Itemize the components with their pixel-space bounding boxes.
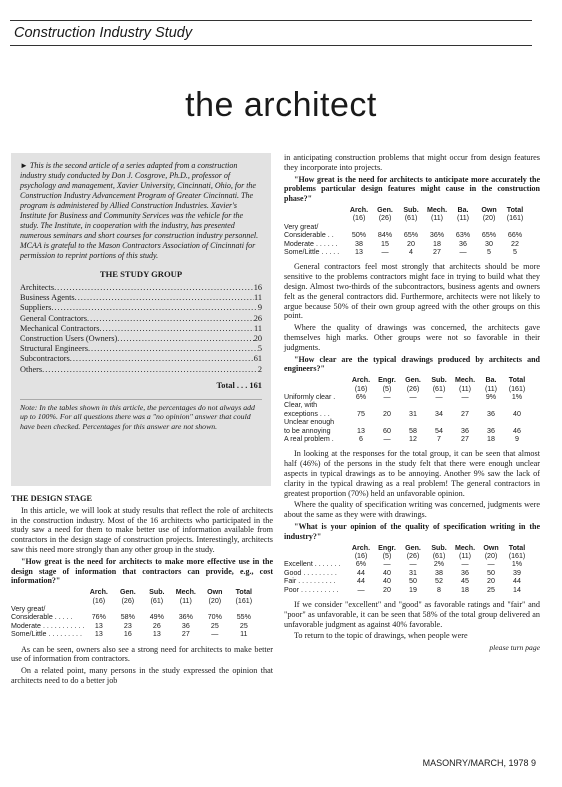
study-group-count: 5	[257, 344, 262, 354]
table-row	[284, 560, 530, 568]
table-cell: 26	[152, 621, 161, 630]
table-cell: 23	[123, 621, 132, 630]
table-cell: 13	[355, 248, 363, 257]
table-cell: 36	[487, 426, 495, 435]
table-count: (11)	[430, 214, 444, 223]
table-cell	[348, 418, 374, 426]
study-group-row	[20, 293, 262, 303]
table-cell: 44	[357, 577, 365, 586]
table-column-header: Gen.	[405, 376, 421, 385]
leader-dots	[117, 334, 253, 344]
table-cell: —	[357, 585, 365, 594]
table-cell: 49%	[149, 613, 164, 622]
table-cell: 65%	[481, 231, 497, 240]
table-cell: 38	[355, 239, 363, 248]
table-cell: 5	[513, 248, 517, 257]
table-row-label: exceptions . . .	[284, 409, 330, 418]
table-cell: 13	[152, 630, 161, 639]
right-column	[284, 153, 540, 653]
table-cell: —	[381, 248, 389, 257]
study-group-count: 9	[257, 303, 262, 313]
paragraph: In this article, we will look at study results that reflect the role of architects in the construction industry. Most of the 16 architects who participated in the study saw a need for them to make better use of information available from contractors in the design stage of construction projects. Interestingly, architects saw this need more strongly than any other group in the study.	[11, 505, 273, 554]
table-column-header: Total	[508, 376, 526, 385]
table-column-header: Gen.	[119, 588, 136, 597]
section-header: Construction Industry Study	[14, 25, 193, 41]
table-cell: 27	[181, 630, 190, 639]
table-count: (5)	[382, 552, 392, 561]
table-cell: 19	[409, 585, 417, 594]
table-column-header: Arch.	[89, 588, 108, 597]
paragraph: If we consider "excellent" and "good" as favorable ratings and "fair" and "poor" as unfavorable, it can be seen that 58% of the total group delivered an unfavorable judgment as against 40% favorable.	[284, 600, 540, 629]
table-cell: 9%	[485, 393, 497, 401]
survey-table-2	[284, 206, 528, 256]
study-group-row	[20, 334, 262, 344]
table-count: (16)	[354, 552, 368, 561]
table-cell: 40	[383, 577, 391, 586]
table-count: (5)	[382, 384, 392, 393]
table-cell: 1%	[511, 560, 523, 569]
table-row-label: Excellent . . . . . . .	[284, 560, 341, 569]
table-cell: —	[459, 248, 467, 257]
table-row	[11, 630, 258, 638]
table-cell: 76%	[91, 613, 106, 622]
table-cell: 55%	[236, 613, 251, 622]
table-cell	[374, 418, 400, 426]
study-group-label: Others	[20, 364, 43, 374]
table-cell	[400, 418, 426, 426]
table-count: (16)	[352, 214, 366, 223]
study-group-label: Business Agents	[20, 293, 75, 303]
table-group-label: Very great/	[284, 222, 319, 231]
table-cell: 20	[487, 577, 495, 586]
table-cell: 25	[210, 621, 219, 630]
leader-dots	[54, 283, 254, 293]
table-cell: 16	[123, 630, 132, 639]
table-cell: 18	[433, 239, 441, 248]
table-cell: 36	[459, 239, 467, 248]
table-cell: —	[435, 393, 443, 401]
table-row	[284, 231, 528, 239]
table-cell: 44	[513, 577, 521, 586]
table-cell: 31	[409, 568, 417, 577]
leader-dots	[42, 365, 258, 375]
table-cell: 36%	[429, 231, 445, 240]
table-count: (61)	[432, 552, 446, 561]
leader-dots	[70, 354, 254, 364]
table-cell: 14	[513, 585, 521, 594]
table-row-label: Considerable . .	[284, 231, 334, 240]
table-cell: 6	[359, 435, 363, 444]
table-cell: 30	[485, 239, 493, 248]
table-count: (61)	[404, 214, 418, 223]
continued-note: please turn page	[489, 643, 540, 653]
table-row-label: Uniformly clear .	[284, 393, 336, 401]
table-cell: 13	[357, 426, 365, 435]
table-row	[11, 613, 258, 621]
table-count: (11)	[484, 384, 498, 393]
table-row	[284, 435, 530, 443]
table-cell	[426, 401, 452, 409]
table-row-label: Unclear enough	[284, 418, 335, 427]
table-cell: 36	[461, 426, 469, 435]
leader-dots	[88, 344, 258, 354]
study-group-title: THE STUDY GROUP	[99, 269, 183, 279]
study-group-row	[20, 354, 262, 364]
table-cell: 84%	[377, 231, 393, 240]
table-cell: 13	[94, 630, 103, 639]
survey-table-4	[284, 544, 530, 594]
table-row	[284, 577, 530, 585]
table-cell	[374, 401, 400, 409]
table-cell: —	[409, 560, 417, 569]
table-count: (16)	[354, 384, 368, 393]
study-group-label: Structural Engineers	[20, 344, 88, 354]
paragraph: General contractors feel most strongly that architects should be more sensitive to the problems contractors might face in trying to build what they design. Almost two-thirds of the subcontractors, business agents and owners felt as the general contractors did. Furthermore, architects were not likely to argue because 50% of their own group agreed with the other groups on this point.	[284, 262, 540, 321]
table-cell	[504, 418, 530, 426]
study-group-label: Construction Users (Owners)	[20, 334, 118, 344]
table-cell: 25	[239, 621, 248, 630]
table-column-header: Own	[207, 588, 223, 597]
table-cell: —	[461, 393, 469, 401]
table-row	[284, 427, 530, 435]
table-cell: 60	[383, 426, 391, 435]
table-row-label: Clear, with	[284, 401, 318, 410]
table-cell: 31	[409, 409, 417, 418]
table-cell: —	[461, 560, 469, 569]
table-cell: 36	[487, 409, 495, 418]
survey-table-3	[284, 376, 530, 443]
table-column-header: Own	[483, 543, 499, 552]
table-cell: 20	[383, 409, 391, 418]
table-cell: 36%	[178, 613, 193, 622]
table-row	[11, 622, 258, 630]
table-cell: 27	[461, 435, 469, 444]
study-group-count: 26	[253, 313, 262, 323]
study-group-count: 11	[254, 293, 262, 303]
survey-table-1	[11, 588, 258, 638]
study-group-label: Architects	[20, 283, 55, 292]
table-column-header: Sub.	[149, 588, 165, 597]
table-row	[284, 240, 528, 248]
table-cell: —	[487, 560, 495, 569]
table-cell: 20	[383, 585, 391, 594]
table-cell: 34	[435, 409, 443, 418]
table-cell	[478, 401, 504, 409]
table-cell: 63%	[455, 231, 471, 240]
table-cell: 9	[515, 435, 519, 444]
table-row-label: Some/Little . . . . .	[284, 248, 340, 257]
table-cell: 15	[381, 239, 389, 248]
intro-sidebar	[11, 153, 271, 486]
table-cell: 75	[357, 409, 365, 418]
article-title: the architect	[185, 86, 377, 124]
table-cell	[452, 401, 478, 409]
question-3: "How clear are the typical drawings produced by architects and engineers?"	[284, 354, 540, 374]
table-cell: 70%	[207, 613, 222, 622]
leader-dots	[87, 314, 254, 324]
table-row-label: Moderate . . . . . . . . . . .	[11, 621, 85, 630]
table-count: (11)	[179, 596, 192, 605]
study-group-count: 61	[253, 354, 262, 364]
page-footer: MASONRY/MARCH, 1978 9	[422, 758, 536, 768]
table-row-label: Some/Little . . . . . . . . .	[11, 630, 82, 639]
study-group-label: Suppliers	[20, 303, 52, 313]
table-column-header: Mech.	[454, 376, 476, 385]
study-group-count: 20	[253, 334, 262, 344]
table-cell: —	[409, 393, 417, 401]
table-cell	[478, 418, 504, 426]
table-column-header: Mech.	[175, 588, 196, 597]
study-group-row	[20, 324, 262, 334]
table-count: (26)	[121, 596, 135, 605]
table-count: (20)	[482, 214, 496, 223]
paragraph: As can be seen, owners also see a strong need for architects to make better use of information from contractors.	[11, 644, 273, 664]
table-cell	[348, 401, 374, 409]
intro-text: ► This is the second article of a series adapted from a construction industry study conducted by Don J. Cosgrove, Ph.D., professor of psychology and management, Xavier University, Cincinnati, Ohio, for the Construction Industry Advancement Program of Greater Cincinnati. The program is administered by Allied Construction Industries. Xavier's Institute for Business and Community Services was the vehicle for the study. The Institute, in cooperation with the industry, has presented numerous seminars and short courses for construction industry personnel. MCAA is grateful to the Mason Contractors Association of Cincinnati for permission to reprint portions of this study.	[20, 161, 259, 260]
table-cell: 1%	[511, 393, 523, 401]
table-cell: 8	[437, 585, 441, 594]
paragraph: To return to the topic of drawings, when people were	[294, 631, 468, 641]
leader-dots	[51, 303, 257, 313]
study-group-label: Mechanical Contractors	[20, 323, 100, 333]
table-cell: 40	[383, 568, 391, 577]
table-row	[284, 586, 530, 594]
table-cell: 58	[409, 426, 417, 435]
table-column-header: Engr.	[378, 543, 396, 552]
table-row-label: A real problem .	[284, 435, 334, 444]
table-row	[284, 393, 530, 401]
table-cell	[504, 401, 530, 409]
table-note: Note: In the tables shown in this article, the percentages do not always add up to 100%. For all questions there was a "no opinion" answer that could have been checked. Percentages for this answer are not shown.	[20, 399, 262, 432]
study-group-label: Subcontractors	[20, 354, 70, 364]
table-cell: 39	[513, 568, 521, 577]
question-2: "How great is the need for architects to anticipate more accurately the problems particular design features might cause in the construction phase?"	[284, 174, 540, 204]
table-column-header: Arch.	[349, 205, 369, 214]
study-group-count: 16	[253, 283, 262, 292]
study-group-row	[20, 365, 262, 375]
table-count: (20)	[208, 596, 222, 605]
table-count: (26)	[378, 214, 392, 223]
table-cell: 7	[437, 435, 441, 444]
table-row	[284, 248, 528, 256]
table-cell: 36	[461, 568, 469, 577]
paragraph: In looking at the responses for the total group, it can be seen that almost half (46%) of the persons in the study felt that there were enough unclear aspects in typical drawings as to be annoying. Another 9% saw the lack of clarity in the typical drawing as a real problem! The general contractors in greatest proportion (70%) held an unfavorable opinion.	[284, 449, 540, 498]
table-column-header: Gen.	[405, 543, 421, 552]
table-column-header: Ba.	[485, 376, 497, 385]
paragraph: On a related point, many persons in the study expressed the opinion that architects need to do a better job	[11, 666, 273, 685]
table-count: (11)	[458, 552, 472, 561]
table-column-header: Sub.	[431, 376, 447, 385]
table-cell: 5	[487, 248, 491, 257]
table-row-label: Good . . . . . . . . .	[284, 568, 337, 577]
table-cell: 6%	[355, 560, 367, 569]
table-column-header: Mech.	[426, 205, 448, 214]
table-cell: 13	[94, 621, 103, 630]
table-column-header: Arch.	[351, 543, 371, 552]
paragraph: in anticipating construction problems that might occur from design features they incorporate into projects.	[284, 153, 540, 172]
table-count: (26)	[406, 552, 420, 561]
table-column-header: Own	[481, 205, 497, 214]
table-count: (161)	[508, 552, 526, 561]
table-cell: 46	[513, 426, 521, 435]
table-count: (61)	[432, 384, 446, 393]
table-cell: 22	[511, 239, 519, 248]
paragraph: Where the quality of drawings was concerned, the architects gave themselves high marks. Other groups were not so favorable in their judgments.	[284, 323, 540, 352]
table-count: (16)	[92, 596, 106, 605]
table-cell: 18	[461, 585, 469, 594]
table-cell	[426, 418, 452, 426]
table-cell: 58%	[120, 613, 135, 622]
table-count: (161)	[506, 214, 524, 223]
table-count: (20)	[484, 552, 498, 561]
table-row	[284, 401, 530, 409]
header-rule-top	[10, 20, 532, 21]
question-4: "What is your opinion of the quality of specification writing in the industry?"	[284, 522, 540, 541]
table-cell: 25	[487, 585, 495, 594]
table-cell: 36	[181, 621, 190, 630]
table-cell: 12	[409, 435, 417, 444]
table-column-header: Engr.	[378, 376, 396, 385]
table-cell: 45	[461, 577, 469, 586]
table-row	[284, 418, 530, 426]
table-row-label: Considerable . . . . .	[11, 613, 73, 622]
table-cell: 27	[433, 248, 441, 257]
table-cell: 27	[461, 409, 469, 418]
study-group-row	[20, 283, 262, 293]
table-column-header: Total	[506, 205, 524, 214]
study-group-row	[20, 344, 262, 354]
study-group-count: 2	[257, 364, 262, 374]
table-cell	[400, 401, 426, 409]
table-cell: 4	[409, 248, 413, 257]
table-row	[284, 569, 530, 577]
table-cell: 20	[407, 239, 415, 248]
table-row-label: Poor . . . . . . . . . .	[284, 585, 339, 594]
table-cell: —	[383, 560, 391, 569]
left-column	[11, 490, 273, 688]
paragraph: Where the quality of specification writing was concerned, judgments were about the same as they were with drawings.	[284, 500, 540, 520]
table-column-header: Ba.	[457, 205, 469, 214]
study-group-label: General Contractors	[20, 313, 88, 323]
table-cell: 11	[240, 630, 248, 639]
table-cell: —	[383, 393, 391, 401]
table-count: (26)	[406, 384, 420, 393]
leader-dots	[75, 293, 254, 303]
table-cell: 6%	[355, 393, 367, 401]
table-cell: 38	[435, 568, 443, 577]
table-cell: 50	[409, 577, 417, 586]
table-cell: —	[383, 435, 391, 444]
leader-dots	[99, 324, 254, 334]
table-column-header: Total	[508, 543, 526, 552]
table-column-header: Mech.	[454, 543, 476, 552]
table-row-label: to be annoying	[284, 426, 331, 435]
study-group-row	[20, 314, 262, 324]
table-count: (161)	[235, 596, 253, 605]
study-group-total: Total . . . 161	[216, 380, 262, 390]
table-column-header: Total	[235, 588, 253, 597]
table-cell: 50%	[351, 231, 367, 240]
table-row	[284, 410, 530, 418]
table-cell: 54	[435, 426, 443, 435]
table-column-header: Gen.	[377, 205, 393, 214]
table-column-header: Sub.	[431, 543, 447, 552]
table-column-header: Arch.	[351, 376, 371, 385]
question-1: "How great is the need for architects to make more effective use in the design stage of information that contractors can provide, e.g., cost information?"	[11, 556, 273, 586]
design-stage-heading: THE DESIGN STAGE	[11, 494, 92, 503]
table-column-header: Sub.	[403, 205, 419, 214]
study-group-list	[20, 283, 262, 375]
table-cell: 2%	[433, 560, 445, 569]
table-cell: 18	[487, 435, 495, 444]
table-cell: 40	[513, 409, 521, 418]
table-cell: —	[211, 630, 219, 639]
table-cell: 44	[357, 568, 365, 577]
study-group-row	[20, 303, 262, 313]
table-cell: 66%	[507, 231, 523, 240]
table-row-label: Fair . . . . . . . . . .	[284, 577, 336, 586]
study-group-count: 11	[254, 323, 262, 333]
header-rule-bottom	[10, 45, 532, 46]
table-cell: 65%	[403, 231, 419, 240]
table-count: (11)	[458, 384, 472, 393]
table-cell: 50	[487, 568, 495, 577]
table-group-label: Very great/	[11, 604, 46, 613]
table-row-label: Moderate . . . . . .	[284, 239, 338, 248]
table-count: (61)	[150, 596, 164, 605]
table-count: (161)	[508, 384, 526, 393]
table-cell	[452, 418, 478, 426]
table-count: (11)	[456, 214, 470, 223]
table-cell: 52	[435, 577, 443, 586]
